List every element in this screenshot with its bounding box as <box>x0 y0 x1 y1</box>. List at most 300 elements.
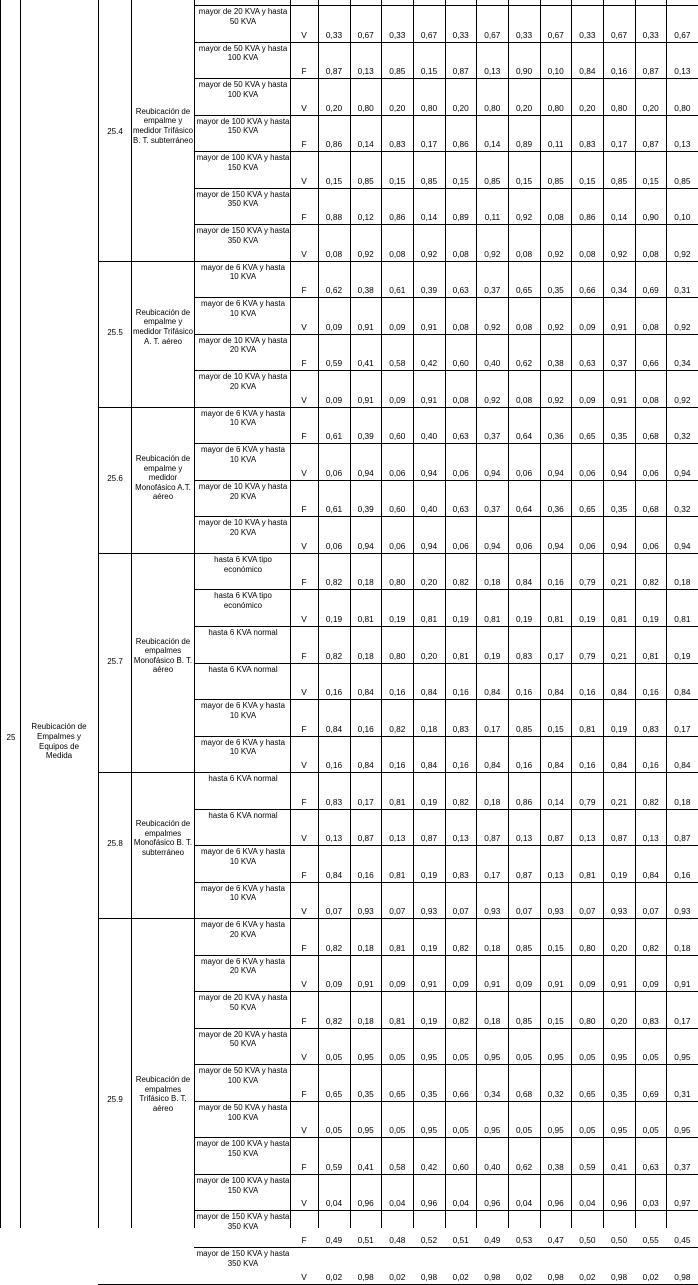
row-type-indicator: V <box>301 906 307 917</box>
row-value: 0,19 <box>420 942 438 953</box>
row-line <box>194 772 698 773</box>
row-value: 0,16 <box>389 687 406 698</box>
row-description: hasta 6 KVA normal <box>208 774 278 784</box>
row-description: hasta 6 KVA normal <box>208 664 278 674</box>
row-value: 0,79 <box>579 796 596 807</box>
row-value: 0,82 <box>642 796 659 807</box>
row-value: 0,34 <box>610 285 628 296</box>
row-value: 0,87 <box>420 833 438 844</box>
row-value: 0,86 <box>515 796 533 807</box>
row-value: 0,02 <box>515 1271 533 1282</box>
group-line <box>98 553 194 554</box>
row-value: 0,15 <box>547 942 564 953</box>
row-value: 0,18 <box>357 1015 374 1026</box>
row-value: 0,06 <box>452 540 469 551</box>
row-value: 0,09 <box>515 979 533 990</box>
row-line <box>194 1174 698 1175</box>
row-value: 0,19 <box>420 796 438 807</box>
row-value: 0,87 <box>452 66 469 77</box>
row-value: 0,91 <box>484 979 501 990</box>
row-value: 0,17 <box>674 723 691 734</box>
row-value: 0,32 <box>674 431 691 442</box>
row-value: 0,06 <box>642 540 659 551</box>
row-value: 0,94 <box>357 540 374 551</box>
row-value: 0,16 <box>515 687 533 698</box>
row-type-indicator: F <box>301 650 307 661</box>
row-value: 0,95 <box>610 1125 628 1136</box>
row-value: 0,83 <box>642 1015 659 1026</box>
row-value: 0,13 <box>357 66 374 77</box>
row-value: 0,15 <box>420 66 438 77</box>
row-value: 0,81 <box>389 1015 406 1026</box>
col-line <box>290 0 291 1228</box>
row-type-indicator: V <box>301 248 307 259</box>
row-description: hasta 6 KVA tipo económico <box>214 591 272 611</box>
row-value: 0,20 <box>389 102 406 113</box>
row-description: mayor de 100 KVA y hasta 150 KVA <box>196 1175 290 1195</box>
row-value: 0,05 <box>389 1052 406 1063</box>
row-value: 0,83 <box>515 650 533 661</box>
row-value: 0,91 <box>420 394 438 405</box>
row-value: 0,92 <box>610 248 628 259</box>
row-value: 0,84 <box>610 687 628 698</box>
row-value: 0,95 <box>547 1052 564 1063</box>
row-value: 0,59 <box>325 1161 343 1172</box>
row-value: 0,86 <box>325 139 343 150</box>
row-value: 0,85 <box>389 66 406 77</box>
row-value: 0,81 <box>610 614 628 624</box>
row-value: 0,16 <box>579 760 596 771</box>
row-value: 0,07 <box>515 906 533 917</box>
row-value: 0,92 <box>674 394 691 405</box>
row-value: 0,15 <box>547 723 564 734</box>
row-value: 0,62 <box>515 358 533 369</box>
row-value: 0,87 <box>357 833 374 844</box>
row-description: mayor de 6 KVA y hasta 10 KVA <box>200 262 286 282</box>
row-value: 0,17 <box>610 139 628 150</box>
row-value: 0,16 <box>515 760 533 771</box>
group-label: Reubicación de empalmes Trifásico B. T. aéreo <box>135 1074 191 1113</box>
row-value: 0,95 <box>484 1052 501 1063</box>
row-value: 0,33 <box>515 29 533 40</box>
row-value: 0,02 <box>642 1271 659 1282</box>
row-value: 0,20 <box>420 577 438 588</box>
row-value: 0,67 <box>357 29 374 40</box>
row-type-indicator: V <box>301 102 307 113</box>
row-value: 0,35 <box>610 504 628 515</box>
row-value: 0,31 <box>674 1088 691 1099</box>
row-value: 0,79 <box>579 650 596 661</box>
row-value: 0,07 <box>389 906 406 917</box>
row-value: 0,04 <box>452 1198 469 1209</box>
row-value: 0,19 <box>610 723 628 734</box>
row-value: 0,81 <box>579 869 596 880</box>
row-value: 0,50 <box>610 1235 628 1246</box>
row-value: 0,91 <box>674 979 691 990</box>
row-value: 0,95 <box>420 1125 438 1136</box>
row-value: 0,94 <box>674 540 691 551</box>
row-value: 0,05 <box>325 1052 343 1063</box>
row-value: 0,08 <box>642 321 659 332</box>
row-value: 0,85 <box>357 175 374 186</box>
row-value: 0,16 <box>452 760 469 771</box>
row-value: 0,49 <box>484 1235 501 1246</box>
row-description: mayor de 150 KVA y hasta 350 KVA <box>196 1212 290 1232</box>
row-value: 0,85 <box>484 175 501 186</box>
row-value: 0,87 <box>642 66 659 77</box>
row-line <box>194 589 698 590</box>
row-value: 0,11 <box>484 212 501 223</box>
row-value: 0,16 <box>452 687 469 698</box>
row-value: 0,20 <box>325 102 343 113</box>
row-value: 0,87 <box>610 833 628 844</box>
row-description: mayor de 6 KVA y hasta 10 KVA <box>200 299 286 318</box>
row-value: 0,40 <box>420 504 438 515</box>
row-description: mayor de 150 KVA y hasta 350 KVA <box>196 1249 290 1268</box>
row-type-indicator: V <box>301 540 307 551</box>
row-description: mayor de 150 KVA y hasta 350 KVA <box>196 226 290 245</box>
group-label: Reubicación de empalmes Monofásico B. T. subterráneo <box>133 819 193 858</box>
row-type-indicator: F <box>301 942 307 953</box>
row-value: 0,18 <box>484 1015 501 1026</box>
col-line <box>194 0 195 1228</box>
row-value: 0,93 <box>484 906 501 917</box>
row-value: 0,65 <box>515 285 533 296</box>
row-type-indicator: F <box>301 285 307 296</box>
row-value: 0,81 <box>642 650 659 661</box>
row-value: 0,18 <box>674 796 691 807</box>
group-label: Reubicación de empalme y medidor Trifásico A. T. aéreo <box>132 307 194 346</box>
row-line <box>194 1101 698 1102</box>
row-value: 0,39 <box>357 431 374 442</box>
row-type-indicator: F <box>301 1235 307 1246</box>
row-line <box>194 626 698 627</box>
group-id: 25.8 <box>107 839 123 849</box>
row-value: 0,96 <box>484 1198 501 1209</box>
row-value: 0,12 <box>357 212 374 223</box>
row-value: 0,80 <box>579 942 596 953</box>
row-value: 0,92 <box>484 394 501 405</box>
row-value: 0,08 <box>325 248 343 259</box>
row-value: 0,92 <box>547 248 564 259</box>
row-type-indicator: V <box>301 979 307 990</box>
row-value: 0,98 <box>484 1271 501 1282</box>
row-line <box>194 991 698 992</box>
row-type-indicator: V <box>301 1125 307 1136</box>
row-value: 0,83 <box>642 723 659 734</box>
row-description: mayor de 6 KVA y hasta 10 KVA <box>200 883 286 903</box>
row-value: 0,91 <box>420 979 438 990</box>
row-value: 0,83 <box>452 723 469 734</box>
row-value: 0,20 <box>452 102 469 113</box>
row-type-indicator: V <box>301 1198 307 1209</box>
group-id: 25.6 <box>107 473 123 483</box>
row-value: 0,60 <box>452 1161 469 1172</box>
row-value: 0,86 <box>389 212 406 223</box>
row-value: 0,87 <box>484 833 501 844</box>
row-value: 0,15 <box>579 175 596 186</box>
row-value: 0,82 <box>452 577 469 588</box>
row-value: 0,37 <box>484 504 501 515</box>
row-value: 0,08 <box>515 394 533 405</box>
row-value: 0,41 <box>357 1161 374 1172</box>
row-value: 0,06 <box>515 467 533 478</box>
row-value: 0,37 <box>674 1161 691 1172</box>
row-value: 0,81 <box>389 869 406 880</box>
col-line <box>131 0 132 1228</box>
row-value: 0,69 <box>642 1088 659 1099</box>
row-value: 0,02 <box>325 1271 343 1282</box>
row-value: 0,51 <box>357 1235 374 1246</box>
row-value: 0,17 <box>484 723 501 734</box>
row-value: 0,09 <box>389 979 406 990</box>
row-value: 0,19 <box>452 614 469 624</box>
row-description: mayor de 6 KVA y hasta 10 KVA <box>200 737 286 757</box>
row-value: 0,59 <box>325 358 343 369</box>
row-value: 0,08 <box>547 212 564 223</box>
row-description: hasta 6 KVA normal <box>208 810 278 820</box>
row-type-indicator: F <box>301 139 307 150</box>
row-value: 0,66 <box>642 358 659 369</box>
row-value: 0,95 <box>357 1125 374 1136</box>
row-description: mayor de 20 KVA y hasta 50 KVA <box>198 7 288 26</box>
row-value: 0,80 <box>610 102 628 113</box>
row-value: 0,10 <box>674 212 691 223</box>
row-value: 0,19 <box>420 869 438 880</box>
row-value: 0,84 <box>420 760 438 771</box>
row-value: 0,41 <box>357 358 374 369</box>
row-value: 0,67 <box>547 29 564 40</box>
row-value: 0,13 <box>674 66 691 77</box>
row-value: 0,06 <box>389 467 406 478</box>
row-value: 0,35 <box>547 285 564 296</box>
row-value: 0,94 <box>610 467 628 478</box>
row-value: 0,14 <box>357 139 374 150</box>
row-value: 0,13 <box>642 833 659 844</box>
row-value: 0,13 <box>579 833 596 844</box>
row-value: 0,93 <box>357 906 374 917</box>
row-value: 0,93 <box>610 906 628 917</box>
row-value: 0,95 <box>547 1125 564 1136</box>
group-id: 25.5 <box>107 327 123 337</box>
row-value: 0,18 <box>357 650 374 661</box>
row-value: 0,42 <box>420 1161 438 1172</box>
row-description: mayor de 50 KVA y hasta 100 KVA <box>198 1102 288 1122</box>
row-value: 0,69 <box>642 285 659 296</box>
row-value: 0,61 <box>325 431 343 442</box>
row-value: 0,94 <box>357 467 374 478</box>
row-value: 0,63 <box>642 1161 659 1172</box>
row-value: 0,42 <box>420 358 438 369</box>
row-value: 0,13 <box>452 833 469 844</box>
row-value: 0,18 <box>484 796 501 807</box>
row-value: 0,38 <box>547 1161 564 1172</box>
row-value: 0,87 <box>642 139 659 150</box>
row-value: 0,84 <box>547 687 564 698</box>
row-value: 0,45 <box>674 1235 691 1246</box>
row-description: mayor de 100 KVA y hasta 150 KVA <box>196 1139 290 1159</box>
row-value: 0,64 <box>515 431 533 442</box>
row-value: 0,04 <box>325 1198 343 1209</box>
row-value: 0,16 <box>325 687 343 698</box>
group-line <box>98 261 194 262</box>
row-value: 0,20 <box>610 1015 628 1026</box>
row-value: 0,91 <box>357 394 374 405</box>
row-value: 0,81 <box>547 614 564 624</box>
row-description: mayor de 10 KVA y hasta 20 KVA <box>198 335 288 355</box>
row-value: 0,66 <box>579 285 596 296</box>
section-number: 25 <box>6 733 16 742</box>
row-value: 0,84 <box>610 760 628 771</box>
row-value: 0,06 <box>515 540 533 551</box>
row-line <box>194 1247 698 1248</box>
row-value: 0,63 <box>579 358 596 369</box>
group-line <box>98 407 194 408</box>
row-value: 0,85 <box>515 1015 533 1026</box>
section-title: Reubicación de Empalmes y Equipos de Medida <box>31 722 87 761</box>
row-value: 0,63 <box>452 504 469 515</box>
row-value: 0,33 <box>579 29 596 40</box>
row-value: 0,02 <box>579 1271 596 1282</box>
row-value: 0,84 <box>674 760 691 771</box>
row-value: 0,91 <box>547 979 564 990</box>
row-value: 0,81 <box>357 614 374 624</box>
row-value: 0,40 <box>484 358 501 369</box>
row-description: mayor de 6 KVA y hasta 20 KVA <box>200 956 286 976</box>
row-value: 0,83 <box>325 796 343 807</box>
row-value: 0,15 <box>515 175 533 186</box>
row-value: 0,16 <box>357 723 374 734</box>
row-description: mayor de 100 KVA y hasta 150 KVA <box>196 153 290 172</box>
row-value: 0,02 <box>389 1271 406 1282</box>
row-value: 0,20 <box>515 102 533 113</box>
row-value: 0,35 <box>610 1088 628 1099</box>
row-value: 0,31 <box>674 285 691 296</box>
row-value: 0,06 <box>642 467 659 478</box>
row-value: 0,92 <box>515 212 533 223</box>
row-value: 0,18 <box>484 942 501 953</box>
row-value: 0,60 <box>389 431 406 442</box>
row-description: mayor de 6 KVA y hasta 10 KVA <box>200 701 286 720</box>
row-description: mayor de 50 KVA y hasta 100 KVA <box>198 80 288 99</box>
row-line <box>194 1210 698 1211</box>
row-value: 0,82 <box>325 1015 343 1026</box>
row-value: 0,92 <box>547 394 564 405</box>
row-value: 0,05 <box>452 1125 469 1136</box>
row-value: 0,37 <box>484 431 501 442</box>
row-value: 0,37 <box>610 358 628 369</box>
row-value: 0,08 <box>452 248 469 259</box>
row-value: 0,90 <box>515 66 533 77</box>
row-value: 0,07 <box>452 906 469 917</box>
row-value: 0,95 <box>484 1125 501 1136</box>
row-value: 0,13 <box>547 869 564 880</box>
row-description: mayor de 100 KVA y hasta 150 KVA <box>196 116 290 136</box>
row-value: 0,81 <box>674 614 691 624</box>
row-value: 0,09 <box>579 321 596 332</box>
row-value: 0,84 <box>674 687 691 698</box>
row-value: 0,21 <box>610 650 628 661</box>
row-value: 0,91 <box>357 979 374 990</box>
row-value: 0,16 <box>579 687 596 698</box>
row-value: 0,80 <box>420 102 438 113</box>
row-value: 0,05 <box>579 1125 596 1136</box>
row-value: 0,81 <box>452 650 469 661</box>
row-value: 0,98 <box>610 1271 628 1282</box>
row-value: 0,05 <box>579 1052 596 1063</box>
row-value: 0,48 <box>389 1235 406 1246</box>
row-value: 0,09 <box>325 979 343 990</box>
row-value: 0,65 <box>389 1088 406 1099</box>
row-type-indicator: V <box>301 1271 307 1282</box>
row-value: 0,50 <box>579 1235 596 1246</box>
row-type-indicator: F <box>301 1015 307 1026</box>
row-value: 0,08 <box>515 248 533 259</box>
row-line <box>194 918 698 919</box>
row-value: 0,04 <box>389 1198 406 1209</box>
row-line <box>194 151 698 152</box>
row-value: 0,20 <box>610 942 628 953</box>
row-line <box>194 78 698 79</box>
row-value: 0,90 <box>642 212 659 223</box>
row-value: 0,95 <box>674 1052 691 1063</box>
row-value: 0,08 <box>452 394 469 405</box>
row-value: 0,67 <box>674 29 691 40</box>
row-value: 0,92 <box>674 248 691 259</box>
row-value: 0,84 <box>547 760 564 771</box>
row-value: 0,80 <box>579 1015 596 1026</box>
row-type-indicator: F <box>301 66 307 77</box>
row-value: 0,91 <box>420 321 438 332</box>
row-value: 0,81 <box>389 796 406 807</box>
row-value: 0,80 <box>674 102 691 113</box>
row-value: 0,08 <box>642 248 659 259</box>
row-value: 0,09 <box>325 394 343 405</box>
row-value: 0,98 <box>674 1271 691 1282</box>
row-type-indicator: F <box>301 869 307 880</box>
row-value: 0,67 <box>610 29 628 40</box>
row-line <box>194 553 698 554</box>
row-value: 0,92 <box>484 321 501 332</box>
row-value: 0,15 <box>642 175 659 186</box>
row-line <box>194 1137 698 1138</box>
row-value: 0,18 <box>674 577 691 588</box>
row-type-indicator: F <box>301 358 307 369</box>
row-value: 0,16 <box>547 577 564 588</box>
row-value: 0,10 <box>547 66 564 77</box>
row-value: 0,07 <box>642 906 659 917</box>
row-value: 0,60 <box>452 358 469 369</box>
row-value: 0,33 <box>389 29 406 40</box>
row-value: 0,82 <box>325 577 343 588</box>
row-value: 0,96 <box>610 1198 628 1209</box>
row-value: 0,34 <box>674 358 691 369</box>
row-value: 0,81 <box>389 942 406 953</box>
row-value: 0,82 <box>452 942 469 953</box>
row-type-indicator: F <box>301 577 307 588</box>
row-description: mayor de 6 KVA y hasta 10 KVA <box>200 847 286 866</box>
row-value: 0,33 <box>642 29 659 40</box>
row-value: 0,05 <box>452 1052 469 1063</box>
row-description: hasta 6 KVA normal <box>208 628 278 637</box>
row-value: 0,85 <box>515 723 533 734</box>
row-value: 0,92 <box>484 248 501 259</box>
row-value: 0,05 <box>389 1125 406 1136</box>
row-value: 0,19 <box>389 614 406 624</box>
row-value: 0,33 <box>452 29 469 40</box>
row-description: mayor de 20 KVA y hasta 50 KVA <box>198 993 288 1012</box>
row-value: 0,38 <box>547 358 564 369</box>
